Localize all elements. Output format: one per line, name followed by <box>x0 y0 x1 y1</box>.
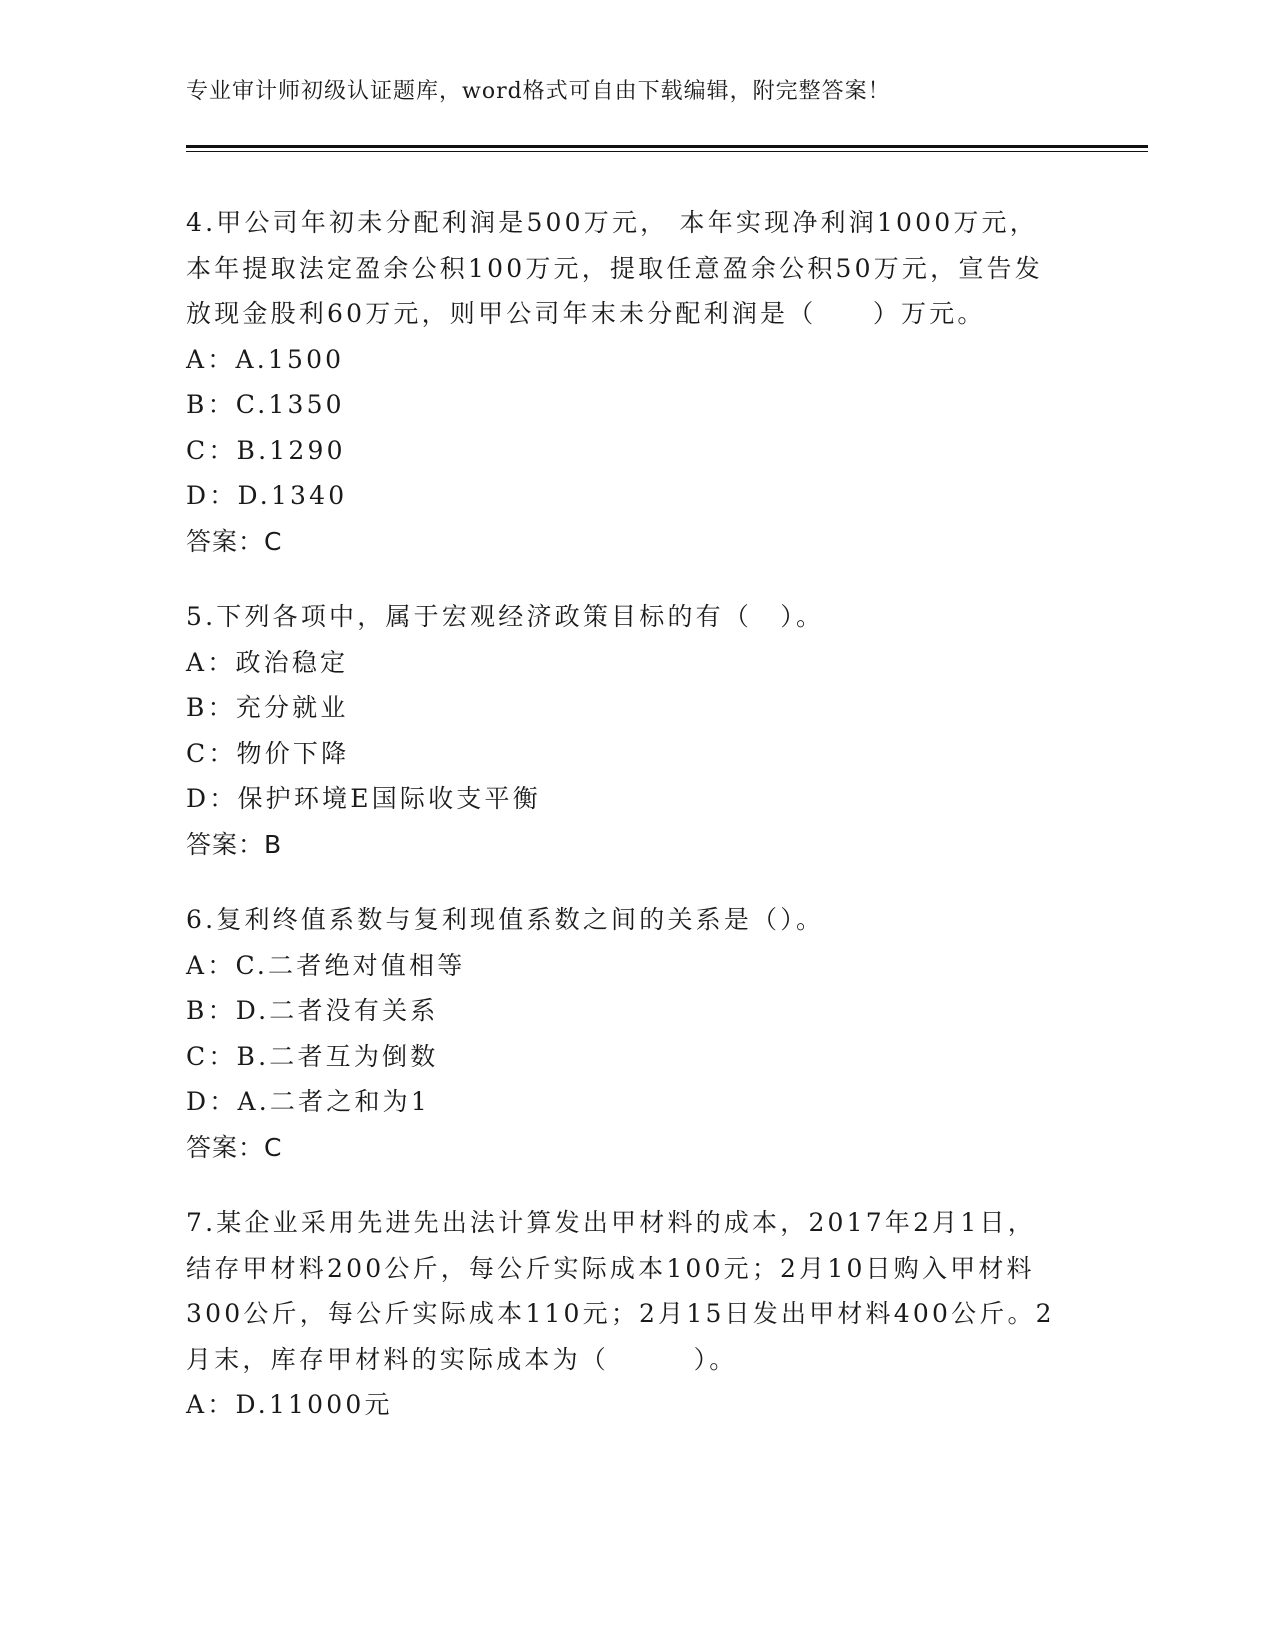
option-a: A：A.1500 <box>186 344 345 374</box>
header-rule-thin <box>186 151 1148 152</box>
question-4 <box>186 200 1086 564</box>
question-stem-line: 6.复利终值系数与复利现值系数之间的关系是（）。 <box>186 905 825 934</box>
question-6 <box>186 897 1086 1170</box>
answer-line: 答案：B <box>186 829 283 859</box>
option-d: D：A.二者之和为1 <box>186 1087 430 1116</box>
question-stem-line: 4.甲公司年初未分配利润是500万元， 本年实现净利润1000万元， <box>186 208 1038 237</box>
question-stem-line: 放现金股利60万元，则甲公司年末未分配利润是（ ）万元。 <box>186 299 986 328</box>
question-stem-line: 月末，库存甲材料的实际成本为（ ）。 <box>186 1344 738 1374</box>
answer-line: 答案：C <box>186 1132 283 1162</box>
question-list <box>186 200 1086 1458</box>
option-a: A：政治稳定 <box>186 647 349 677</box>
question-stem-line: 本年提取法定盈余公积100万元，提取任意盈余公积50万元，宣告发 <box>186 253 1043 283</box>
option-c: C：B.1290 <box>186 435 346 465</box>
question-7 <box>186 1200 1086 1428</box>
option-d: D：保护环境E国际收支平衡 <box>186 784 541 813</box>
question-stem-line: 300公斤，每公斤实际成本110元；2月15日发出甲材料400公斤。2 <box>186 1299 1055 1328</box>
question-5 <box>186 594 1086 867</box>
option-a: A：C.二者绝对值相等 <box>186 950 466 980</box>
option-d: D：D.1340 <box>186 481 348 510</box>
answer-line: 答案：C <box>186 526 283 556</box>
option-a: A：D.11000元 <box>186 1390 393 1419</box>
question-stem-line: 结存甲材料200公斤，每公斤实际成本100元；2月10日购入甲材料 <box>186 1253 1035 1283</box>
question-stem-line: 5.下列各项中，属于宏观经济政策目标的有（ ）。 <box>186 602 825 631</box>
option-b: B：D.二者没有关系 <box>186 996 439 1025</box>
question-stem-line: 7.某企业采用先进先出法计算发出甲材料的成本，2017年2月1日， <box>186 1208 1036 1237</box>
option-b: B：C.1350 <box>186 390 345 419</box>
option-c: C：B.二者互为倒数 <box>186 1041 439 1071</box>
header-rule-thick <box>186 145 1148 148</box>
option-b: B：充分就业 <box>186 693 349 722</box>
page-header: 专业审计师初级认证题库，word格式可自由下载编辑，附完整答案！ <box>186 79 891 104</box>
option-c: C：物价下降 <box>186 738 350 768</box>
